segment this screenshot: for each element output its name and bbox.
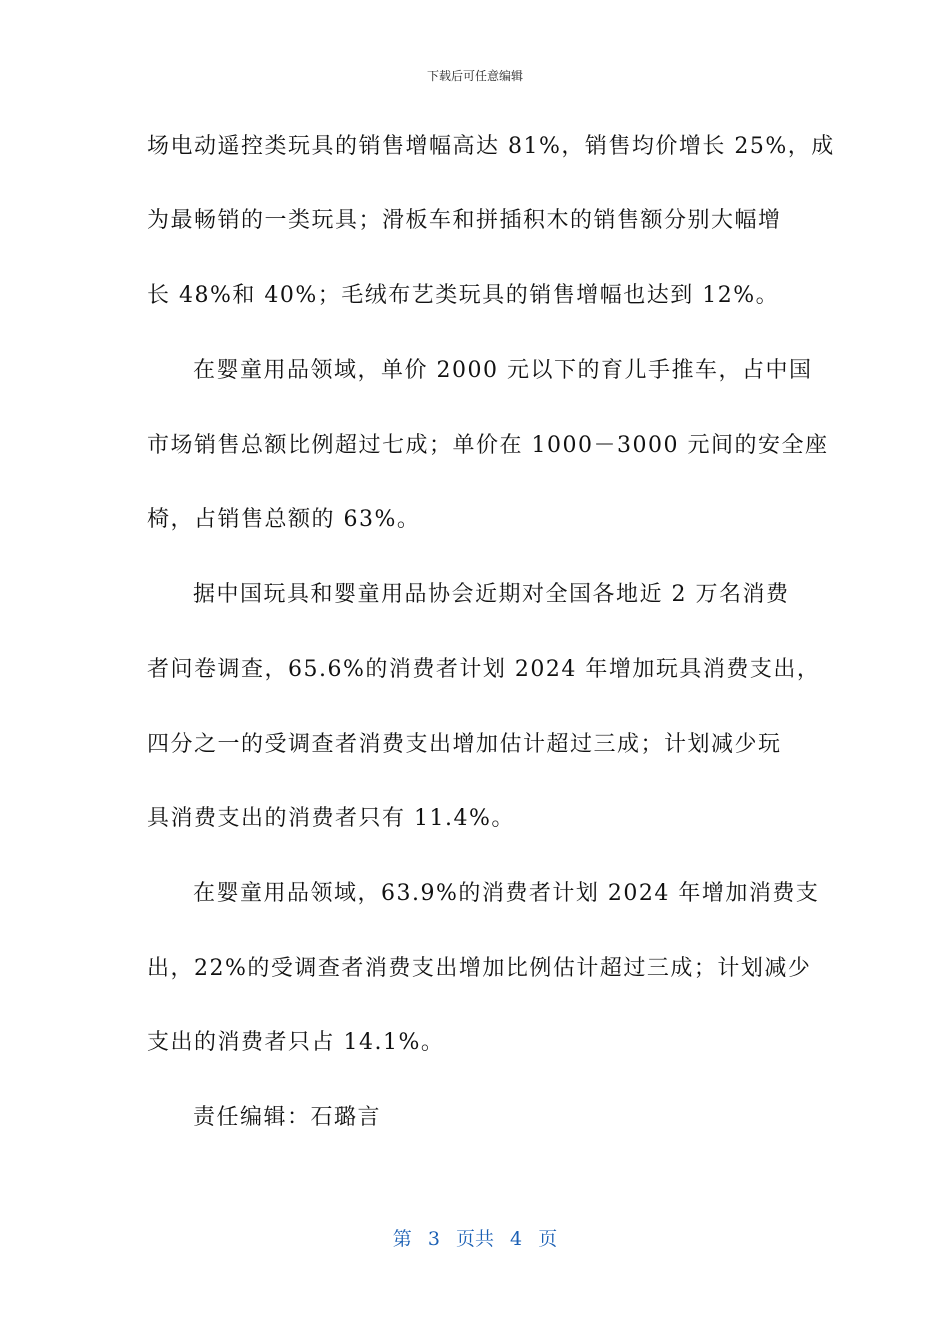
paragraph-4-line-2: 出，22%的受调查者消费支出增加比例估计超过三成；计划减少 <box>147 956 812 981</box>
total-pages-number: 4 <box>510 1228 523 1250</box>
page-header-note: 下载后可任意编辑 <box>426 69 523 83</box>
current-page-number: 3 <box>427 1228 440 1250</box>
paragraph-1-line-3: 长 48%和 40%；毛绒布艺类玩具的销售增幅也达到 12%。 <box>147 283 780 308</box>
paragraph-1-line-2: 为最畅销的一类玩具；滑板车和拼插积木的销售额分别大幅增 <box>147 208 782 233</box>
paragraph-3-line-2: 者问卷调查，65.6%的消费者计划 2024 年增加玩具消费支出， <box>147 657 821 682</box>
paragraph-1-line-1: 场电动遥控类玩具的销售增幅高达 81%，销售均价增长 25%，成 <box>147 134 835 159</box>
paragraph-3-line-3: 四分之一的受调查者消费支出增加估计超过三成；计划减少玩 <box>147 732 782 757</box>
paragraph-2-line-3: 椅，占销售总额的 63%。 <box>147 507 421 532</box>
paragraph-2-line-1: 在婴童用品领域，单价 2000 元以下的育儿手推车，占中国 <box>193 358 813 383</box>
paragraph-3-line-4: 具消费支出的消费者只有 11.4%。 <box>147 806 515 831</box>
page-label-suffix: 页 <box>538 1228 558 1250</box>
paragraph-4-line-1: 在婴童用品领域，63.9%的消费者计划 2024 年增加消费支 <box>193 881 820 906</box>
responsible-editor: 责任编辑：石璐言 <box>193 1105 382 1130</box>
paragraph-3-line-1: 据中国玩具和婴童用品协会近期对全国各地近 2 万名消费 <box>193 582 790 607</box>
page-number-footer <box>0 1226 950 1252</box>
paragraph-4-line-3: 支出的消费者只占 14.1%。 <box>147 1030 445 1055</box>
paragraph-2-line-2: 市场销售总额比例超过七成；单价在 1000－3000 元间的安全座 <box>147 433 829 458</box>
page-label-mid: 页共 <box>455 1228 494 1250</box>
page-label-prefix: 第 <box>392 1228 412 1250</box>
